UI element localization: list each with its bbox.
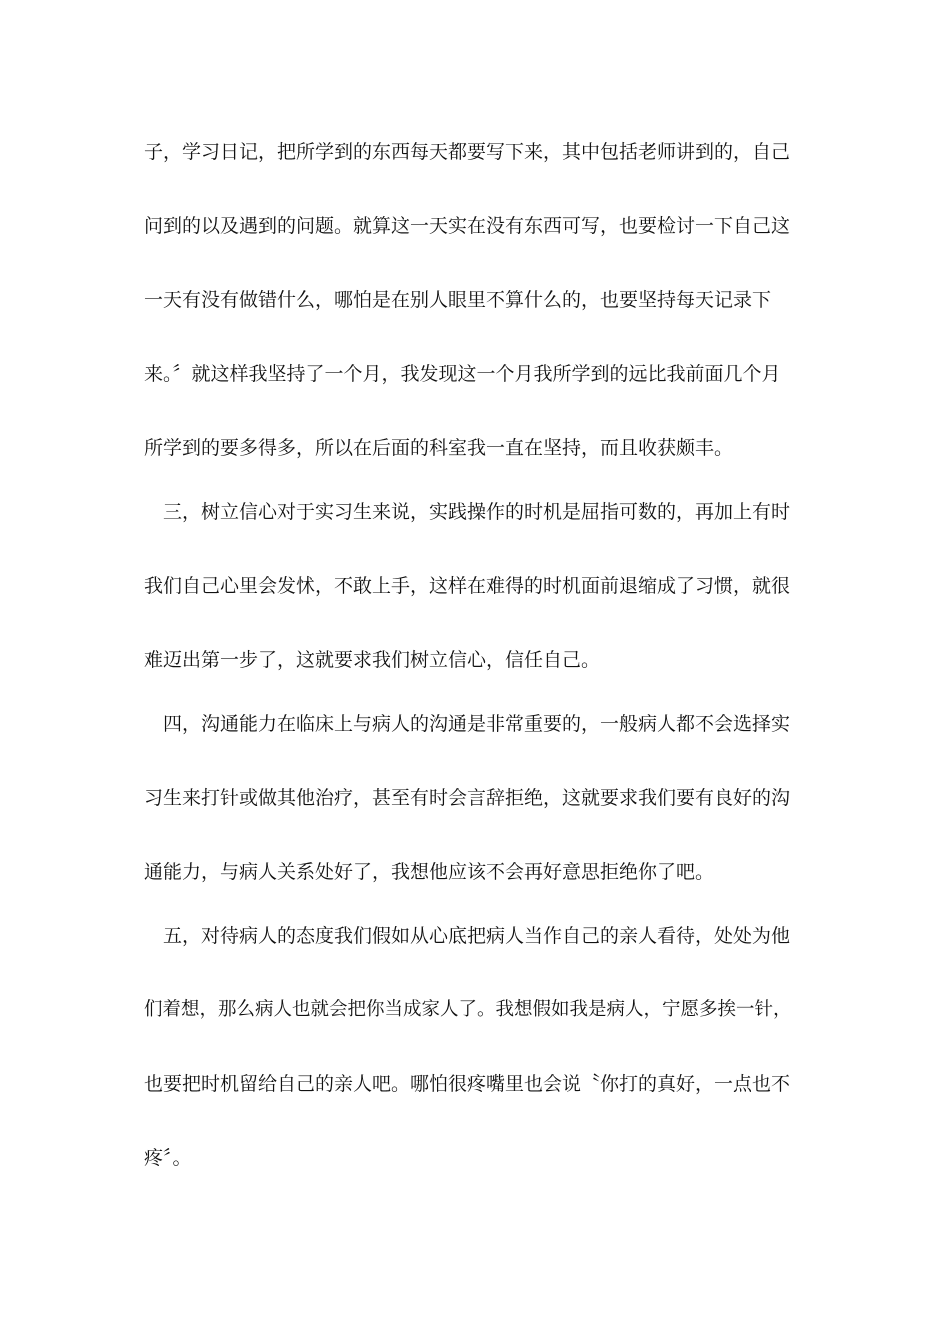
text-line: 三，树立信心对于实习生来说，实践操作的时机是屈指可数的，再加上有时: [144, 501, 791, 523]
text-line: 来。〞就这样我坚持了一个月，我发现这一个月我所学到的远比我前面几个月: [144, 363, 781, 385]
text-line: 习生来打针或做其他治疗，甚至有时会言辞拒绝，这就要求我们要有良好的沟: [144, 787, 791, 809]
text-line: 问到的以及遇到的问题。就算这一天实在没有东西可写，也要检讨一下自己这: [144, 215, 791, 237]
text-line: 难迈出第一步了，这就要求我们树立信心，信任自己。: [144, 649, 601, 671]
text-line: 疼〞。: [144, 1147, 192, 1169]
text-line: 也要把时机留给自己的亲人吧。哪怕很疼嘴里也会说〝你打的真好，一点也不: [144, 1073, 791, 1095]
text-line: 所学到的要多得多，所以在后面的科室我一直在坚持，而且收获颇丰。: [144, 437, 734, 459]
text-line: 通能力，与病人关系处好了，我想他应该不会再好意思拒绝你了吧。: [144, 861, 715, 883]
text-line: 四，沟通能力在临床上与病人的沟通是非常重要的，一般病人都不会选择实: [144, 713, 791, 735]
text-line: 五，对待病人的态度我们假如从心底把病人当作自己的亲人看待，处处为他: [144, 925, 791, 947]
text-line: 们着想，那么病人也就会把你当成家人了。我想假如我是病人，宁愿多挨一针，: [144, 999, 792, 1020]
text-line: 我们自己心里会发怵，不敢上手，这样在难得的时机面前退缩成了习惯，就很: [144, 575, 791, 597]
text-line: 子，学习日记，把所学到的东西每天都要写下来，其中包括老师讲到的，自己: [144, 141, 791, 163]
text-line: 一天有没有做错什么，哪怕是在别人眼里不算什么的，也要坚持每天记录下: [144, 289, 772, 311]
